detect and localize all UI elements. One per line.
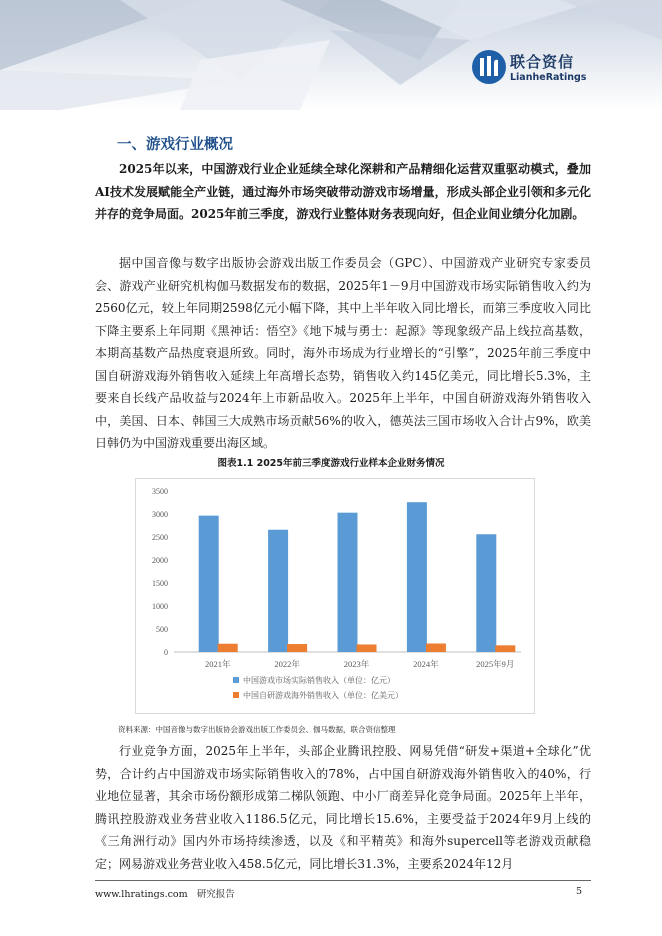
y-tick-label: 0 [164,648,168,657]
y-tick-label: 3000 [152,510,168,519]
legend-label: 中国自研游戏海外销售收入（单位：亿美元） [243,691,403,700]
bar-domestic-revenue [199,516,219,652]
footer-left [95,886,235,900]
logo-chinese-text: 联合资信 [510,53,575,71]
intro-paragraph: 2025年以来，中国游戏行业企业延续全球化深耕和产品精细化运营双重驱动模式，叠加AI技术发展赋能全产业链，通过海外市场突破带动游戏市场增量，形成头部企业引领和多元化并存的竞争局面。2025年前三季度，游戏行业整体财务表现向好，但企业间业绩分化加剧。 [95,162,591,221]
x-tick-label: 2024年 [413,659,439,669]
footer-label: 研究报告 [196,889,235,900]
footer-divider [95,880,591,881]
y-tick-label: 1000 [152,602,168,611]
chart-source-note: 资料来源：中国音像与数字出版协会游戏出版工作委员会、伽马数据，联合资信整理 [118,725,396,734]
legend-label: 中国游戏市场实际销售收入（单位：亿元） [243,676,395,685]
bar-overseas-revenue [495,645,515,652]
bar-domestic-revenue [476,534,496,652]
bar-overseas-revenue [218,644,238,652]
x-tick-label: 2023年 [343,659,370,669]
section-title: 一、游戏行业概况 [117,137,233,153]
logo-mark-icon [472,50,506,84]
bar-overseas-revenue [287,644,307,652]
x-tick-label: 2025年9月 [476,659,515,669]
x-tick-label: 2022年 [274,659,300,669]
y-tick-label: 500 [156,625,168,634]
y-tick-label: 2000 [152,556,168,565]
market-paragraph: 据中国音像与数字出版协会游戏出版工作委员会（GPC）、中国游戏产业研究专家委员会、游戏产业研究机构伽马数据发布的数据，2025年1－9月中国游戏市场实际销售收入约为2560亿元，较上年同期2598亿元小幅下降，其中上半年收入同比增长，而第三季度收入同比下降主要系上年同期《黑神话：悟空》《地下城与勇士：起源》等现象级产品上线拉高基数，本期高基数产品热度衰退所致。同时，海外市场成为行业增长的“引擎”，2025年前三季度中国自研游戏海外销售收入延续上年高增长态势，销售收入约145亿美元，同比增长5.3%，主要来自长线产品收益与2024年上市新品收入。2025年上半年，中国自研游戏海外销售收入中，美国、日本、韩国三大成熟市场贡献56%的收入，德英法三国市场收入合计占9%，欧美日韩仍为中国游戏重要出海区域。 [95,256,591,450]
x-tick-label: 2021年 [204,659,231,669]
lianhe-ratings-logo [472,50,602,88]
bar-domestic-revenue [407,502,427,652]
bar-overseas-revenue [357,644,377,652]
page-number: 5 [576,886,583,897]
bar-domestic-revenue [268,530,288,652]
bar-overseas-revenue [426,643,446,652]
footer-website-link[interactable]: www.lhratings.com [95,889,188,900]
logo-english-text: LianheRatings [510,72,587,83]
legend-swatch [233,677,239,683]
legend-swatch [233,692,239,698]
bar-domestic-revenue [338,513,358,652]
y-tick-label: 2500 [152,533,168,542]
competition-paragraph: 行业竞争方面，2025年上半年，头部企业腾讯控股、网易凭借“研发+渠道+全球化”优势，合计约占中国游戏市场实际销售收入的78%，占中国自研游戏海外销售收入的40%，行业地位显著，其余市场份额形成第二梯队领跑、中小厂商差异化竞争局面。2025年上半年，腾讯控股游戏业务营业收入1186.5亿元，同比增长15.6%，主要受益于2024年9月上线的《三角洲行动》国内外市场持续渗透，以及《和平精英》和海外supercell等老游戏贡献稳定；网易游戏业务营业收入458.5亿元，同比增长31.3%，主要系2024年12月 [95,744,591,871]
bar-chart [135,478,535,714]
figure-title: 图表1.1 2025年前三季度游戏行业样本企业财务情况 [217,458,445,469]
y-tick-label: 3500 [152,487,168,496]
chart-svg [136,479,534,713]
y-tick-label: 1500 [152,579,168,588]
